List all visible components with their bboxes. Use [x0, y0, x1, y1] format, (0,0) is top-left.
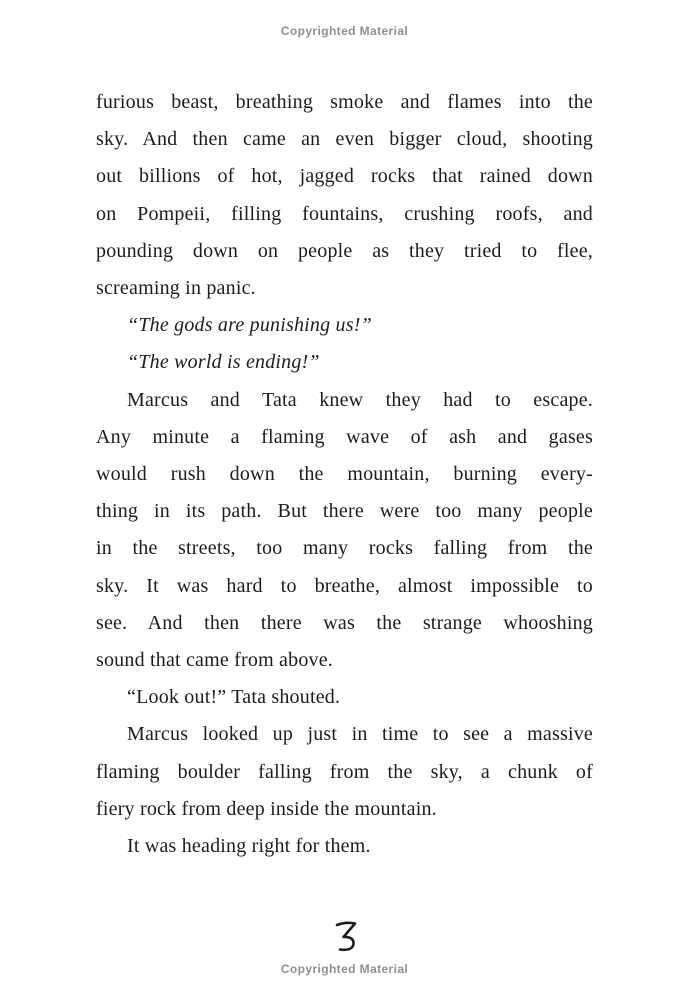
- text-line: It was heading right for them.: [127, 835, 371, 858]
- paragraph: [96, 679, 593, 716]
- text-line: would rush down the mountain, burning every-: [96, 463, 593, 486]
- text-line: “The gods are punishing us!”: [127, 314, 372, 337]
- page-number: [0, 918, 689, 957]
- text-line: on Pompeii, filling fountains, crushing roofs, and: [96, 202, 593, 225]
- text-line: flaming boulder falling from the sky, a chunk of: [96, 760, 593, 783]
- text-line: see. And then there was the strange whooshing: [96, 611, 593, 634]
- dialogue-paragraph: [96, 307, 593, 344]
- text-line: pounding down on people as they tried to flee,: [96, 239, 593, 262]
- paragraph: [96, 382, 593, 680]
- page-number-text: [361, 918, 362, 919]
- copyright-notice-bottom: Copyrighted Material: [280, 962, 409, 976]
- text-line: sky. It was hard to breathe, almost impossible to: [96, 574, 593, 597]
- paragraph: [96, 716, 593, 828]
- text-line: sky. And then came an even bigger cloud, shooting: [96, 128, 593, 151]
- text-line: sound that came from above.: [96, 649, 333, 672]
- paragraph: [96, 84, 593, 307]
- text-line: out billions of hot, jagged rocks that rained down: [96, 165, 593, 188]
- text-line: thing in its path. But there were too many people: [96, 500, 593, 523]
- text-line: Marcus looked up just in time to see a massive: [127, 723, 593, 746]
- text-line: furious beast, breathing smoke and flames into the: [96, 91, 593, 113]
- copyright-notice-top: Copyrighted Material: [280, 24, 409, 38]
- text-line: screaming in panic.: [96, 277, 256, 300]
- text-line: “The world is ending!”: [127, 351, 320, 374]
- text-line: Any minute a flaming wave of ash and gases: [96, 425, 593, 448]
- paragraph: [96, 828, 593, 865]
- text-line: Marcus and Tata knew they had to escape.: [127, 388, 593, 411]
- text-line: fiery rock from deep inside the mountain.: [96, 797, 437, 820]
- text-line: “Look out!” Tata shouted.: [127, 686, 341, 709]
- text-line: in the streets, too many rocks falling from the: [96, 537, 593, 560]
- text-block: [96, 84, 593, 865]
- page-number-glyph: [329, 918, 361, 952]
- dialogue-paragraph: [96, 344, 593, 381]
